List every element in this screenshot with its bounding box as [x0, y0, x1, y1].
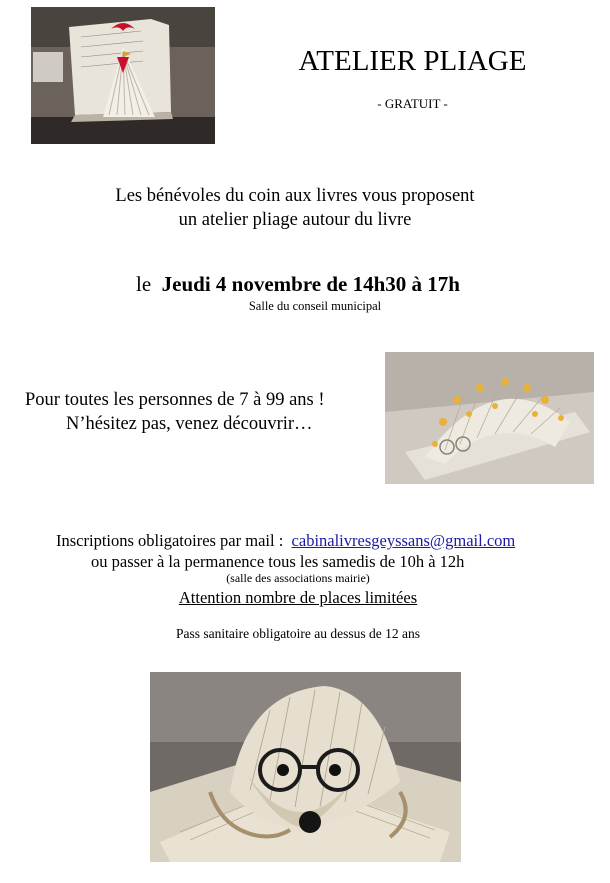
limited-places-notice: Attention nombre de places limitées — [178, 588, 418, 607]
permanence-line: ou passer à la permanence tous les samedis de 10h à 12h — [91, 552, 465, 571]
flower-hedgehog-book-photo — [385, 352, 594, 484]
intro-line-2: un atelier pliage autour du livre — [178, 210, 412, 230]
rooster-book-photo — [31, 7, 215, 144]
event-prefix: le — [136, 272, 152, 296]
permanence-place: (salle des associations mairie) — [226, 571, 370, 585]
glasses-hedgehog-book-photo — [150, 672, 461, 862]
event-location: Salle du conseil municipal — [248, 299, 382, 313]
registration-line — [56, 530, 596, 551]
page-title: ATELIER PLIAGE — [298, 45, 527, 77]
event-line — [0, 271, 596, 298]
email-link[interactable]: cabinalivresgeyssans@gmail.com — [291, 531, 516, 550]
audience-line-2: N’hésitez pas, venez découvrir… — [66, 414, 313, 434]
registration-mail-label: Inscriptions obligatoires par mail : — [56, 531, 284, 550]
event-date-time: Jeudi 4 novembre de 14h30 à 17h — [161, 272, 460, 296]
health-pass-notice: Pass sanitaire obligatoire au dessus de 12 ans — [175, 626, 421, 641]
free-label: - GRATUIT - — [377, 96, 448, 111]
intro-line-1: Les bénévoles du coin aux livres vous proposent — [115, 186, 475, 206]
audience-line-1: Pour toutes les personnes de 7 à 99 ans ! — [25, 390, 325, 410]
